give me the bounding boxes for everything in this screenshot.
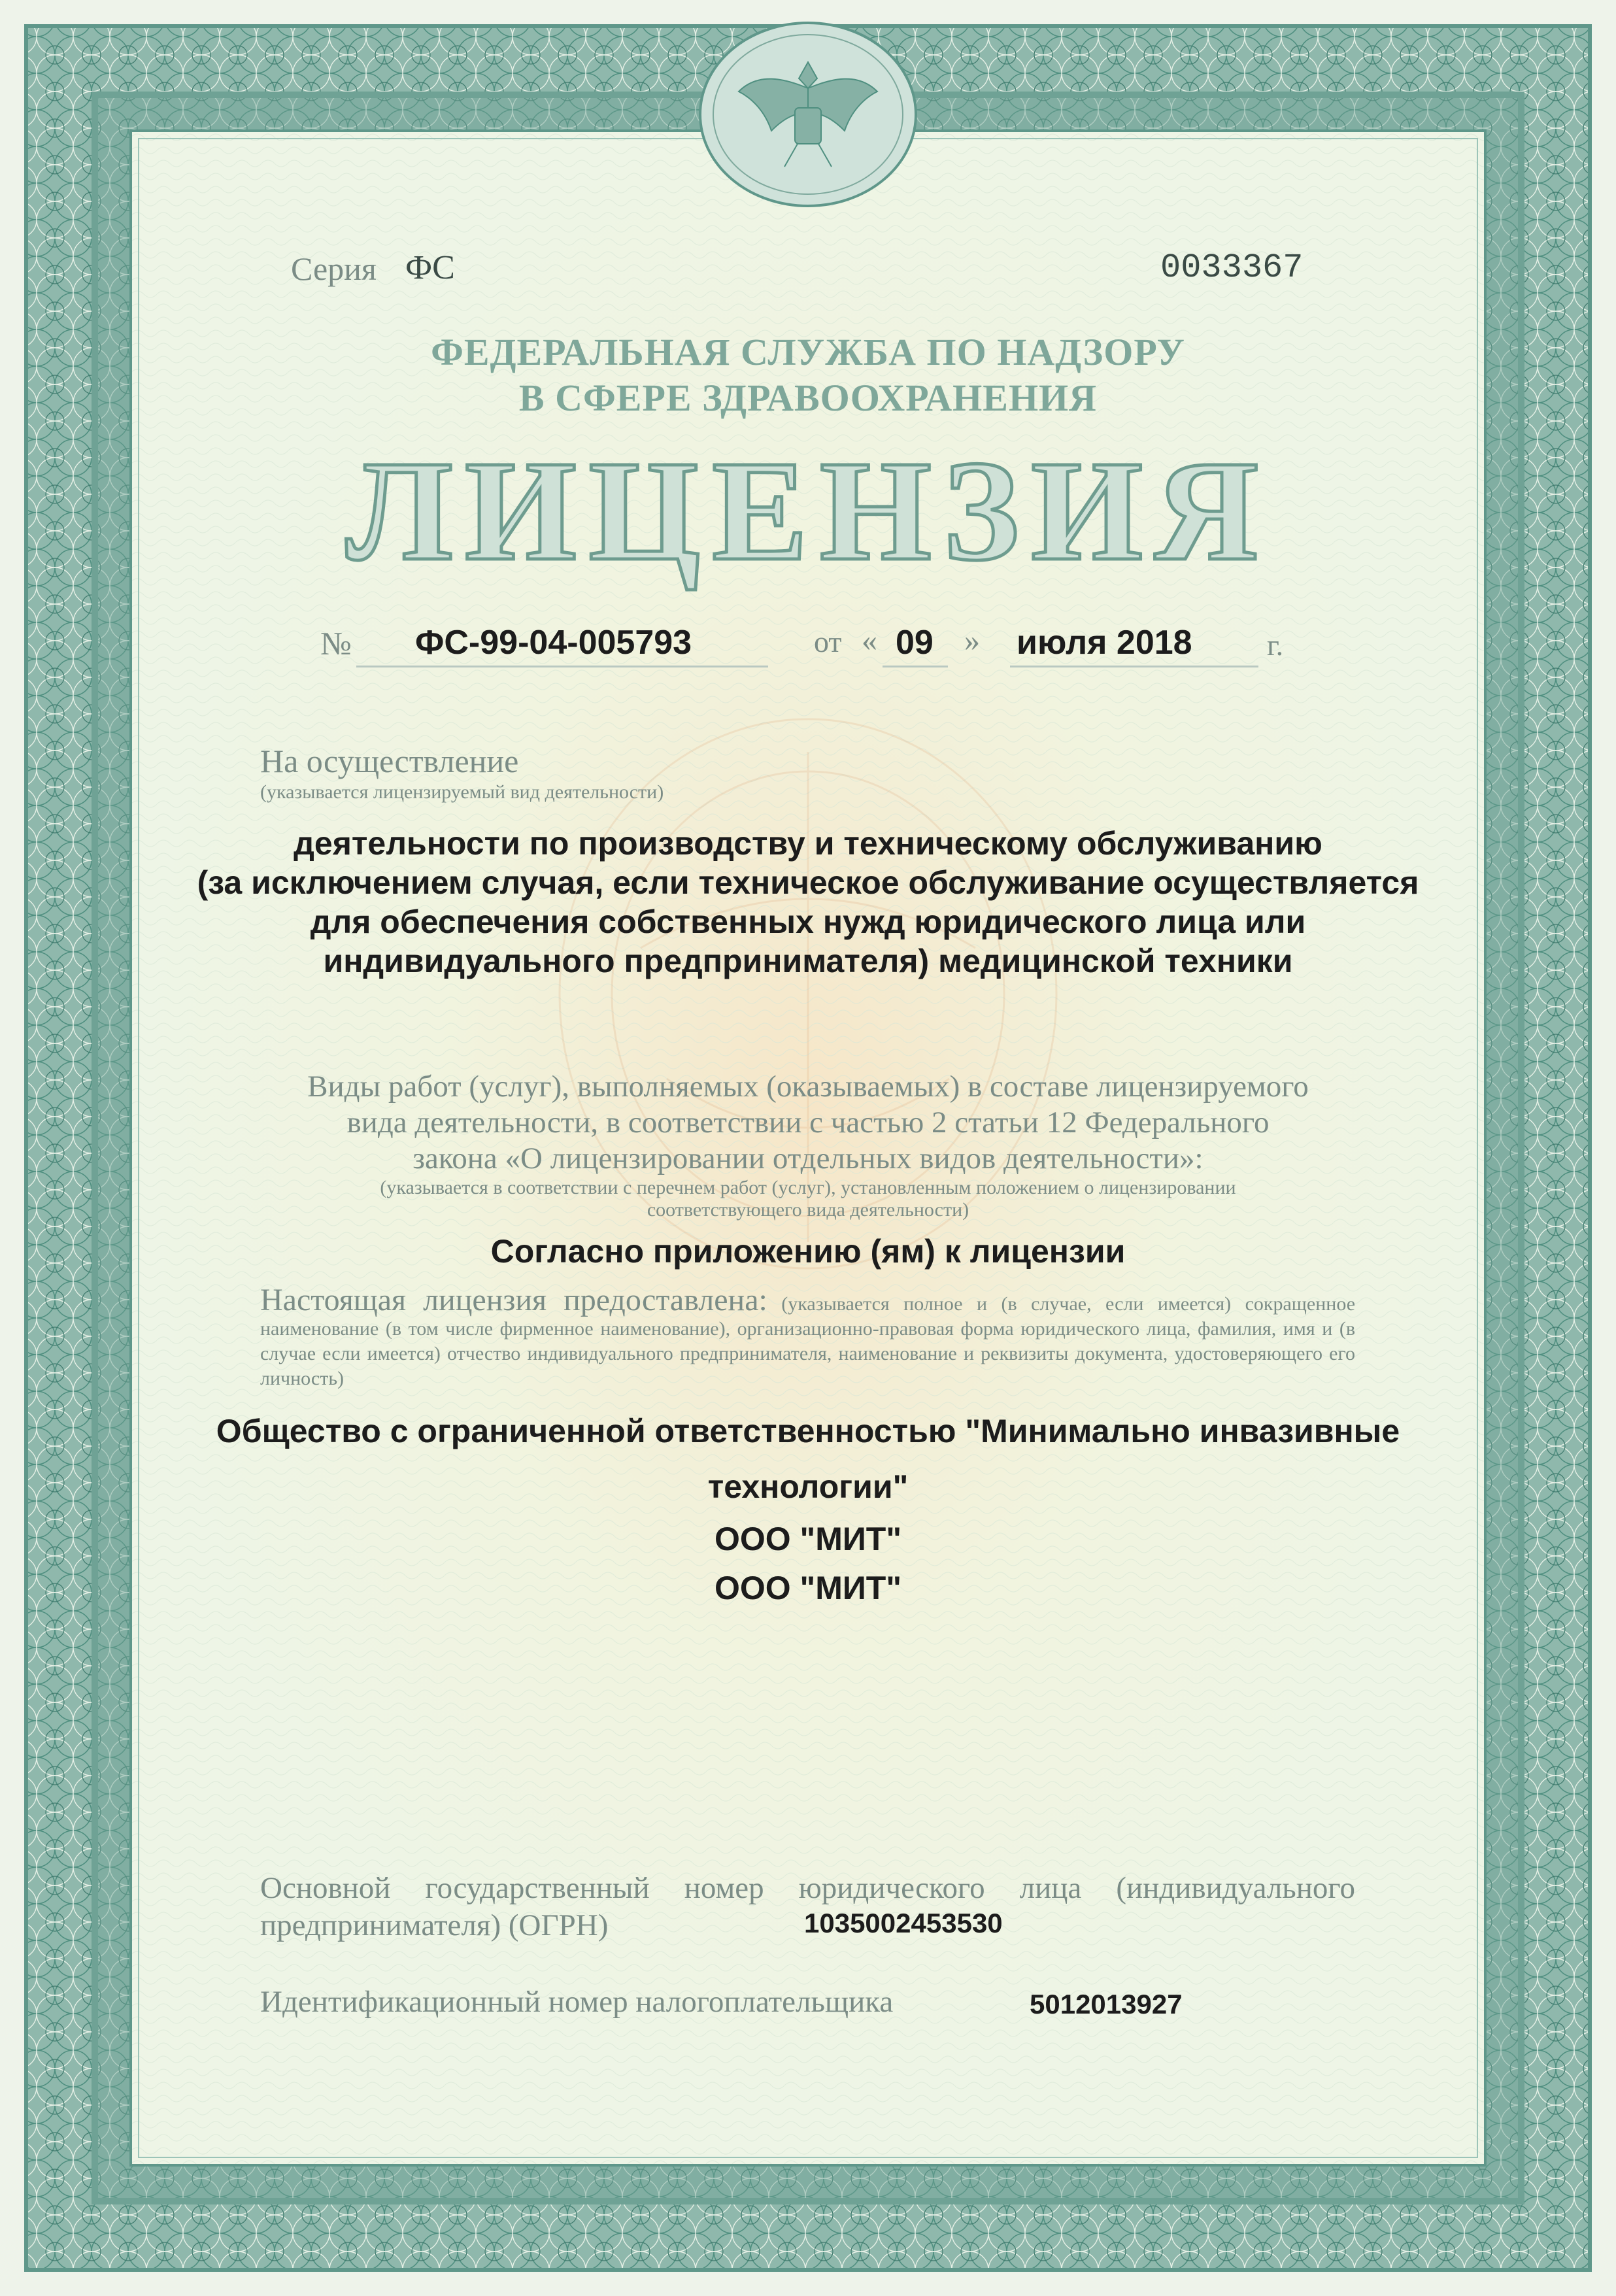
activity-label: На осуществление xyxy=(260,743,519,779)
license-date-month-year: июля 2018 xyxy=(1017,624,1192,662)
works-line: вида деятельности, в соответствии с частью 2 статьи 12 Федерального xyxy=(346,1106,1270,1140)
granted-block xyxy=(260,1283,1356,1391)
document-title-text: ЛИЦЕНЗИЯ xyxy=(345,435,1271,590)
date-prefix: от xyxy=(814,625,842,658)
works-note-line: соответствующего вида деятельности) xyxy=(647,1199,969,1221)
agency-name-line-1: ФЕДЕРАЛЬНАЯ СЛУЖБА ПО НАДЗОРУ xyxy=(431,331,1185,373)
ogrn-label-line-1: Основной государственный номер юридического лица (индивидуального xyxy=(260,1871,1355,1905)
holder-name-line-2: технологии" xyxy=(707,1468,909,1505)
date-quote-open: « xyxy=(862,623,877,658)
agency-name-line-2: В СФЕРЕ ЗДРАВООХРАНЕНИЯ xyxy=(518,377,1098,419)
works-note xyxy=(285,1177,1331,1221)
granted-label: Настоящая лицензия предоставлена: xyxy=(260,1283,767,1317)
license-date-day: 09 xyxy=(896,624,934,662)
activity-line: (за исключением случая, если техническое обслуживание осуществляется xyxy=(197,864,1419,901)
inn-value: 5012013927 xyxy=(1030,1989,1183,2019)
holder-short-name: ООО "МИТ" xyxy=(714,1521,902,1557)
works-note-line: (указывается в соответствии с перечнем работ (услуг), установленным положением о лицензировании xyxy=(380,1177,1236,1198)
activity-description xyxy=(154,824,1462,981)
date-quote-close: » xyxy=(964,623,980,658)
works-description xyxy=(154,1069,1462,1177)
number-sign: № xyxy=(320,625,352,662)
double-headed-eagle-emblem xyxy=(700,23,916,206)
holder-brand-name: ООО "МИТ" xyxy=(714,1570,902,1606)
works-line: Виды работ (услуг), выполняемых (оказываемых) в составе лицензируемого xyxy=(307,1070,1309,1104)
document-title xyxy=(0,435,1616,592)
activity-line: индивидуального предпринимателя) медицинской техники xyxy=(323,943,1293,979)
form-number: 0033367 xyxy=(1160,248,1304,287)
series-value: ФС xyxy=(405,249,455,286)
granted-note: (указывается полное и (в случае, если имеется) сокращенное наименование (в том числе фирменное наименование), организационно-правовая форма юридического лица, фамилия, имя и (в случае если имеется) отчество индивидуального предпринимателя, наименование и реквизиты документа, удостоверяющего его личность) xyxy=(260,1293,1356,1389)
activity-line: для обеспечения собственных нужд юридического лица или xyxy=(310,903,1306,940)
year-suffix: г. xyxy=(1267,628,1284,662)
works-line: закона «О лицензировании отдельных видов деятельности»: xyxy=(412,1141,1204,1175)
inn-label: Идентификационный номер налогоплательщика xyxy=(260,1985,894,2019)
license-number: ФС-99-04-005793 xyxy=(415,624,692,662)
ogrn-label-line-2: предпринимателя) (ОГРН) xyxy=(260,1908,609,1942)
activity-note: (указывается лицензируемый вид деятельности) xyxy=(260,781,664,803)
series-label: Серия xyxy=(291,250,377,287)
ogrn-value: 1035002453530 xyxy=(804,1908,1003,1938)
activity-line: деятельности по производству и техническому обслуживанию xyxy=(294,825,1322,862)
works-value: Согласно приложению (ям) к лицензии xyxy=(490,1233,1126,1270)
holder-name-line-1: Общество с ограниченной ответственностью "Минимально инвазивные xyxy=(216,1413,1400,1449)
